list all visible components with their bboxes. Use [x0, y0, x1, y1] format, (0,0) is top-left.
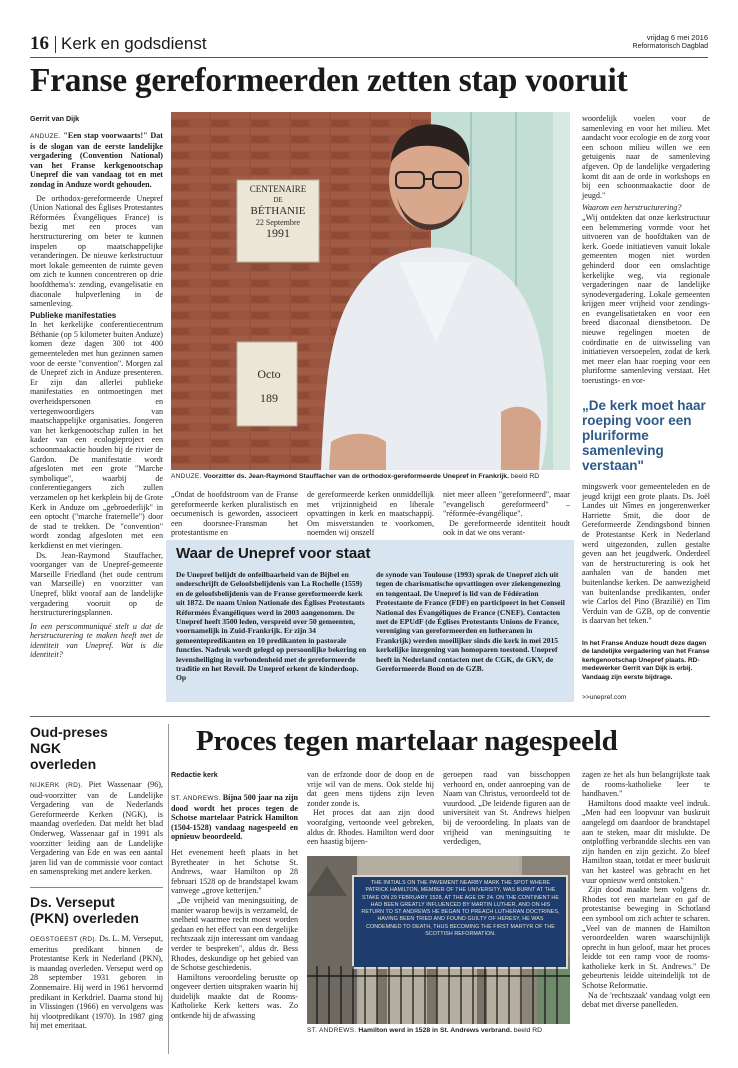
- article2-col1-body: [171, 793, 298, 1021]
- sidebar-obituaries: [30, 724, 163, 1031]
- article1-col1: [30, 114, 163, 660]
- article1-col4: [582, 114, 710, 386]
- article1-lead: [30, 131, 163, 660]
- dateline: NIJKERK (RD).: [30, 782, 83, 789]
- paragraph: In het kerkelijke conferentiecentrum Béthanie (op 5 kilometer buiten Anduze) komen deze dagen 300 tot 400 gemeenteleden met hun gezinnen samen voor de eerste "convention". Morgen zal de Unepref zich in Anduze presenteren. Er zijn dan allerlei publieke manifestaties en ontmoetingen met overheidspersonen en vertegenwoordigers van maatschappelijke organisaties. Jongeren van het kerkgenootschap zullen in het kader van een ecologieproject een schoonmaakactie houden bij de rivier de Gardon. De manifestatie wordt afgesloten met een grote "Marche symbolique", waarbij de conferentiegangers zich zullen verzamelen op het kerkplein bij de Grote Kerk in Anduze om „gebroederlijk" in een optocht ("marche fraternelle") door de stad te trekken. De "convention" wordt zondag afgesloten met een kerkdienst en met vieringen.: [30, 320, 163, 550]
- sign-line: BÉTHANIE: [250, 205, 306, 217]
- dateline: OEGSTGEEST (RD).: [30, 935, 97, 943]
- sidebar-vertical-rule: [168, 724, 169, 1054]
- paragraph: „Ondat de hoofdstroom van de Franse gereformeerde kerken pluralistisch en oecumenisch is geworden, associeert een doorsnee-Fransman het protestantisme en: [171, 490, 298, 538]
- paragraph: zagen ze het als hun belangrijkste taak de rooms-katholieke leer te handhaven.": [582, 770, 710, 799]
- portrait-image: [171, 112, 570, 470]
- footnote-link[interactable]: >>unepref.com: [582, 694, 627, 702]
- paragraph: Na de 'rechtszaak' vandaag volgt een debat met diverse panelleden.: [582, 990, 710, 1010]
- page-number: 16: [30, 33, 49, 54]
- obit2-title: Ds. Verseput (PKN) overleden: [30, 893, 139, 926]
- sign-line: 1991: [266, 226, 290, 240]
- photo-plaque: [307, 856, 570, 1024]
- paragraph: „De vrijheid van meningsuiting, de manier waarop bewijs is verzameld, de snelheid waarmee recht moest worden gedaan en het effect van een dergelijke rechtszaak zijn interessant om vandaag verder te bespreken", aldus dr. Bess Rhodes, deskundige op het gebied van de Schotse geschiedenis.: [171, 895, 298, 973]
- paragraph: Ds. Jean-Raymond Stauffacher, voorganger van de Unepref-gemeente Marseille Friedland (het oude centrum van Marseille) en voorzitter van Unepref, blikt vooraf aan de landelijke vergadering vooruit op de herstructureringsplannen.: [30, 550, 163, 618]
- obit1-title: Oud-preses NGK overleden: [30, 724, 108, 772]
- lead-text: Bijna 500 jaar na zijn dood wordt het proces tegen de Schotse martelaar Patrick Hamilton (1504-1528) vandaag nagespeeld en opnieuw beoordeeld.: [171, 793, 298, 842]
- sign-line: CENTENAIRE: [249, 184, 307, 194]
- paragraph: geroepen raad van bisschoppen verhoord en, onder aanroeping van de Naam van Christus, veroordeeld tot de vuurdood. „De leidende figuren aan de universiteit van St. Andrews hielpen bij de veroordeling. In plaats van de vrijheid van meningsuiting te verdedigen,: [443, 770, 570, 847]
- plaque-centenaire: [237, 184, 319, 239]
- photo-portrait: [171, 112, 570, 470]
- sidebar-rule: [30, 887, 163, 888]
- paragraph: „Wij ontdekten dat onze kerkstructuur een belemmering vormde voor het uitvoeren van de hoofdtaken van de kerk. Goede initiatieven vanuit lokale gemeenten mogen niet worden gehinderd door een omslachtige kerkelijke weg, via regionale vergaderingen naar de landelijke synodevergadering. Lokale gemeenten krijgen meer vrijheid voor zendings- en evangelisatietaken en voor een breed diaconaal dienstbetoon. De nieuwe regelingen moeten de coördinatie en de uitwisseling van initiatieven versoepelen, zodat de kerk met meer elan haar roeping voor een pluriforme samenleving verstaat. Het toerustings- en vor-: [582, 212, 710, 386]
- header-date: vrijdag 6 mei 2016: [646, 33, 708, 42]
- caption-place: ANDUZE.: [171, 473, 202, 480]
- paragraph: Het evenement heeft plaats in het Byretheater in het Schotse St. Andrews, waar Hamilton op 28 februari 1528 op de brandstapel kwam vanwege „grove ketterijen.": [171, 847, 298, 896]
- info-box-col2: de synode van Toulouse (1993) sprak de Unepref zich uit tegen de charismatische opvattingen over ziekengenezing en tongentaal. De Unepref is lid van de Fédération Protestante de France (FDF) en participeert in het Conseil National des Évangéliques de France (CNEF). Contacten met de EPUdF (de Églises Protestants Unions de France, vereniging van gereformeerden en lutheranen in Frankrijk) werden moeilijker sinds die kerk in mei 2015 kerkelijke inzegening van homoparen toestond. Unepref heeft in Nederland contacten met de CGK, de GKV, de Gereformeerde Bond en de GZB.: [376, 570, 565, 674]
- article1-col4c: [582, 482, 710, 626]
- sign-line: 22 Septembre: [255, 218, 301, 227]
- paragraph: Hamiltons veroordeling berustte op ongeveer dertien uitspraken waarin hij duidelijk maakte dat de Rooms-Katholieke Kerk ketters was. Zo ontkende hij de afwassing: [171, 972, 298, 1021]
- plaque-text: THE INITIALS ON THE PAVEMENT NEARBY MARK THE SPOT WHERE PATRICK HAMILTON, MEMBER OF THE UNIVERSITY, WAS BURNT AT THE STAKE ON 29 FEBRUARY 1528, AT THE AGE OF 24. ON THE CONTINENT HE HAD BEEN GREATLY INFLUENCED BY MARTIN LUTHER, AND ON HIS RETURN TO ST ANDREWS HE BEGAN TO PREACH LUTHERAN DOCTRINES, HAVING BEEN TRIED AND FOUND GUILTY OF HERESY, HE WAS CONDEMNED TO DEATH, THUS BECOMING THE FIRST MARTYR OF THE SCOTTISH REFORMATION.: [361, 880, 560, 938]
- paragraph: niet meer alleen "gereformeerd", maar "evangelisch gereformeerd" – "réformée-évangélique".: [443, 490, 570, 519]
- plaque-octo: [241, 362, 297, 410]
- caption-text: Hamilton werd in 1528 in St. Andrews verbrand.: [358, 1027, 512, 1034]
- obit1-text: Piet Wassenaar (96), oud-voorzitter van de Landelijke Vergadering van de Nederlands Gereformeerde Kerken (NGK), is maandag overleden. Dat meldt het blad Onderweg. Wassenaar gaf in 1991 als voorzitter leiding aan de Landelijke Vergadering van Ede en was een aantal jaren lid van de commissie voor contact en samenspreking met andere kerken.: [30, 780, 163, 877]
- article1-mid-col2: [307, 490, 434, 538]
- pull-quote: [582, 398, 710, 473]
- article2-col2: [307, 770, 434, 847]
- article2-col1: [171, 770, 298, 1021]
- section-title: Kerk en godsdienst: [61, 34, 207, 53]
- dateline: ANDUZE.: [30, 133, 61, 140]
- byline: Redactie kerk: [171, 770, 218, 779]
- header-divider: [55, 36, 56, 53]
- header-rule: [30, 57, 708, 58]
- paragraph: De gereformeerde identiteit houdt ook in dat we ons verant-: [443, 518, 570, 538]
- article2-headline: Proces tegen martelaar nagespeeld: [196, 725, 618, 757]
- paragraph: De orthodox-gereformeerde Unepref (Union National des Églises Protestantes Réformées Évangéliques France) is bezig met een proces van herstructurering om beter te kunnen inspelen op maatschappelijke veranderingen. De nieuwe kerkstructuur moet lokale gemeenten de ruimte geven om zich te kunnen concentreren op drie hoofdthema's: zending, evangelisatie en diaconale hulpverlening in de samenleving.: [30, 193, 163, 309]
- question: Waarom een herstructurering?: [582, 203, 682, 213]
- info-box: [166, 540, 574, 702]
- info-box-title: Waar de Unepref voor staat: [176, 545, 371, 562]
- photo2-caption: [307, 1027, 570, 1034]
- paragraph: Het proces dat aan zijn dood voorafging, vertoonde veel gebreken, aldus dr. Rhodes. Hamilton werd door een haastig bijeen-: [307, 808, 434, 847]
- paragraph: van de erfzonde door de doop en de vrije wil van de mens. Ook stelde hij dat geen mens tijdens zijn leven zonder zonde is.: [307, 770, 434, 808]
- section-rule: [30, 716, 710, 717]
- caption-credit: beeld RD: [513, 1027, 543, 1034]
- caption-text: Voorzitter ds. Jean-Raymond Stauffacher van de orthodox-gereformeerde Unepref in Frankrijk.: [203, 473, 509, 480]
- paragraph: mingswerk voor gemeenteleden en de jeugd krijgt een grote plaats. Ds. Joël Landes uit Nîmes en jongerenwerker Harriette Smit, die door de Gereformeerde Zendingsbond binnen de Protestantse Kerk in Nederland werd uitgezonden, zullen gestalte geven aan het jeugdwerk. Onderdeel van de herstructurering is ook het aanhalen van de banden met buitenlandse kerken. De aanwezigheid van buitenlandse predikanten, onder wie Carlos del Pino (Brazilië) en Tim Verduin van de GZB, op de conventie is daarvan het teken.": [582, 482, 710, 626]
- question: In een perscommuniqué stelt u dat de herstructurering te maken heeft met de identiteit van Unepref. Wat is die identiteit?: [30, 621, 163, 660]
- sign-line: 189: [260, 391, 278, 405]
- caption-credit: beeld RD: [510, 473, 540, 480]
- article2-col4: [582, 770, 710, 1010]
- photo1-caption: [171, 473, 570, 480]
- caption-place: ST. ANDREWS.: [307, 1027, 357, 1034]
- info-box-col1: De Unepref belijdt de onfeilbaarheid van de Bijbel en onderschrijft de Geloofsbelijdenis van La Rochelle (1559) en de geloofsbelijdenis van de Franse gereformeerde kerk uit 1872. De naam Union Nationale des Églises Protestants Réformées Évangéliques werd in 2003 aangenomen. De Unepref heeft 3500 leden, verspreid over 50 gemeenten, voornamelijk in Zuid-Frankrijk. Er zijn 34 gemeentepredikanten en 10 predikanten in pastorale functies. Nadruk wordt gelegd op persoonlijke bekering en levensheiliging in verbondenheid met de gereformeerde traditie en het Reveil. De Unepref erkent de kinderdoop. Op: [176, 570, 367, 683]
- paragraph: woordelijk voelen voor de samenleving en voor het milieu. Met aandacht voor ecologie en de zorg voor een schoon milieu willen we een getuigenis naar de samenleving afgeven. Op de landelijke vergadering komt dit aan de orde in workshops en bij een schoonmaakactie door de jeugd.": [582, 114, 710, 200]
- article2-col3: [443, 770, 570, 847]
- article1-headline: Franse gereformeerden zetten stap vooruit: [30, 62, 628, 99]
- header-paper: Reformatorisch Dagblad: [632, 43, 708, 50]
- article1-mid-col3: [443, 490, 570, 538]
- subheading: Publieke manifestaties: [30, 310, 117, 320]
- obit2-body: [30, 934, 163, 1031]
- page-header: [30, 33, 708, 57]
- sign-line: DE: [273, 196, 283, 204]
- paragraph: Zijn dood maakte hem volgens dr. Rhodes tot een martelaar en gaf de protestantse beweging in Schotland een symbool om zich achter te scharen. „Veel van de mannen de Hamilton veroordeelden waren waarschijnlijk oprecht in hun geloof, maar het proces leidde tot een ramp voor de rooms-katholieke kerk in St. Andrews." De gebeurtenis leidde uiteindelijk tot de Schotse Reformatie.: [582, 885, 710, 991]
- lead-text: "Een stap voorwaarts!" Dat is de slogan van de eerste landelijke vergadering (Convention National) van het Franse kerkgenootschap Unepref die van vandaag tot en met zondag in Anduze wordt gehouden.: [30, 131, 163, 189]
- footnote: [582, 640, 710, 701]
- obit1-body: [30, 780, 163, 877]
- pull-quote-text: „De kerk moet haar roeping voor een pluriforme samenleving verstaan": [582, 398, 706, 473]
- sign-line: Octo: [257, 367, 281, 381]
- paragraph: Hamiltons dood maakte veel indruk. „Men had een loopvuur van buskruit aangelegd om daardoor de brandstapel aan te steken, maar dit mislukte. De ontploffing verbrandde slechts een van zijn handen en zijn gezicht. Zo bleef Hamilton staan, totdat er meer buskruit van het kasteel was gebracht en het vuur opnieuw werd ontstoken.": [582, 798, 710, 885]
- obit2-text: Ds. L. M. Verseput, emeritus predikant binnen de Protestantse Kerk in Nederland (PKN), is maandag overleden. Verseput werd op 28 september 1931 geboren in Zonnemaire. Hij werd in 1961 hervormd predikant in Kerkdriel. Daarna stond hij in Vlissingen (1966) en vervolgens was hij vlootpredikant (1970). In 1987 ging hij met emeritaat.: [30, 933, 163, 1031]
- article1-mid-col1: [171, 490, 298, 538]
- byline: Gerrit van Dijk: [30, 114, 80, 123]
- footnote-text: In het Franse Anduze houdt deze dagen de landelijke vergadering van het Franse kerkgenootschap Unepref plaats. RD-medewerker Gerrit van Dijk is erbij. Vandaag zijn eerste bijdrage.: [582, 640, 710, 681]
- paragraph: de gereformeerde kerken onmiddellijk met vrijzinnigheid en liberale opvattingen in kerk en maatschappij. Om misverstanden te voorkomen, noemden wij onszelf: [307, 490, 434, 538]
- dateline: ST. ANDREWS.: [171, 795, 221, 802]
